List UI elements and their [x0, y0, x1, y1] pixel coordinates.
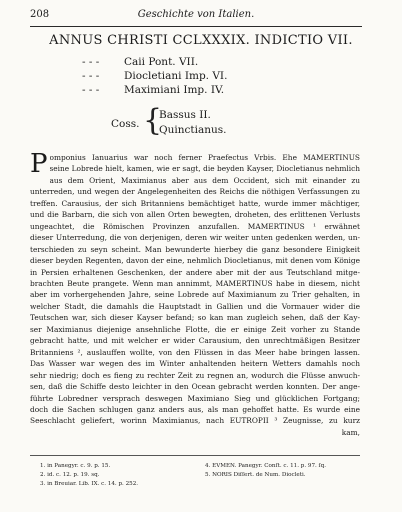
text-line: sen, daß die Schiffe desto leichter in den Ocean gebracht werden konnten. Der ange-: [30, 382, 360, 392]
text-line: aber im vorhergehenden Jahre, seine Lobrede auf Maximianum zu Trier gehalten, in: [30, 290, 360, 300]
regnal-year-text: Maximiani Imp. IV.: [124, 84, 225, 96]
running-head: [30, 9, 362, 23]
regnal-year-row: [82, 69, 227, 83]
text-line: seine Lobrede hielt, kamen, wie er sagt, die beyden Kayser, Diocletianus nehmlich: [49, 164, 360, 174]
text-line: ungeachtet, die Römischen Provinzen anzufallen. MAMERTINUS ¹ erwähnet: [30, 221, 360, 231]
text-line: dieser Unterredung, die von derjenigen, deren wir weiter unten gedenken werden, un-: [30, 233, 360, 243]
footnote: 2. id. c. 12. p. 19. sq.: [40, 472, 100, 478]
footnotes-left-column: [40, 462, 138, 489]
text-line: gebracht hatte, und mit welcher er wider Carausium, den unrechtmäßigen Besitzer: [30, 336, 360, 346]
dash-leader: - - -: [82, 84, 100, 96]
text-line: und die Barbarn, die sich von allen Orten bewegten, droheten, des erlittenen Verlusts: [30, 210, 360, 220]
text-line: unterreden, und wegen der Angelegenheiten des Reichs die nöthigen Verfassungen zu: [30, 187, 360, 197]
text-line: Britanniens ², auslauffen wollte, von den Flüssen in das Meer habe bringen lassen.: [30, 347, 360, 357]
text-line: Das Wasser war wegen des im Winter anhaltenden heitern Wetters damahls noch: [30, 359, 360, 369]
footnote: 1. in Panegyr. c. 9. p. 15.: [40, 463, 111, 469]
regnal-year-row: [82, 55, 227, 69]
year-heading: ANNUS CHRISTI CCLXXXIX. INDICTIO VII.: [49, 33, 353, 48]
text-line: kam,: [341, 427, 360, 437]
text-line: sehr niedrig; doch es fieng zu rechter Zeit zu regnen an, wodurch die Flüsse anwuch-: [30, 370, 360, 380]
footnote: 4. EVMEN. Panegyr. Conſt. c. 11. p. 97. ſq.: [205, 463, 326, 469]
footnote: 5. NORIS Diſſert. de Num. Diocleti.: [205, 472, 306, 478]
text-line: führte Lobredner versprach deswegen Maximiano Sieg und glücklichen Fortgang;: [30, 393, 360, 403]
text-line: doch die Sachen schlugen ganz anders aus, als man gehoffet hatte. Es wurde eine: [30, 404, 360, 414]
text-line: terschieden zu seyn scheint. Man bewunderte hierbey die ganz besondere Einigkeit: [30, 244, 360, 254]
regnal-year-text: Diocletiani Imp. VI.: [124, 70, 228, 82]
drop-cap: P: [30, 149, 48, 179]
dash-leader: - - -: [82, 56, 100, 68]
consuls-label: Coss.: [111, 118, 140, 130]
consul-name: Quinctianus.: [159, 124, 227, 136]
text-line: omponius Ianuarius war noch ferner Praefectus Vrbis. Ehe MAMERTINUS: [49, 153, 360, 162]
text-line: brachten Beute prangete. Wenn man annimmt, MAMERTINUS habe in diesem, nicht: [30, 278, 360, 288]
footnote-rule: [30, 455, 360, 456]
text-line: Teutschen war, sich dieser Kayser befand; so kan man zugleich sehen, daß der Kay-: [30, 313, 360, 323]
regnal-year-row: [82, 83, 227, 97]
curly-brace-icon: {: [143, 103, 163, 138]
header-rule: [30, 26, 362, 27]
text-line: in Persien erhaltenen Geschenken, der andere aber mit der aus Teutschland mitge-: [30, 267, 360, 277]
running-title: Geschichte von Italien.: [137, 9, 255, 20]
text-line: ser Maximianus diejenige ansehnliche Flotte, die er einige Zeit vorher zu Stande: [30, 324, 360, 334]
text-line: aus dem Orient, Maximianus aber aus dem Occident, sich mit einander zu: [49, 175, 360, 185]
text-line: dieser beyden Regenten, davon der eine, nehmlich Diocletianus, mit denen vom Könige: [30, 256, 360, 266]
footnote: 3. in Breuiar. Lib. IX. c. 14. p. 252.: [40, 481, 139, 487]
consul-name: Bassus II.: [159, 109, 211, 121]
regnal-year-text: Caii Pont. VII.: [124, 56, 199, 68]
dash-leader: - - -: [82, 70, 100, 82]
text-line: Seeschlacht geliefert, worinn Maximianus, nach EUTROPII ³ Zeugnisse, zu kurz: [30, 416, 360, 426]
regnal-years: [82, 55, 227, 97]
text-line: welcher Stadt, die damahls die Hauptstadt in Gallien und die Vormauer wider die: [30, 301, 360, 311]
body-paragraph: [30, 149, 360, 438]
text-line: treffen. Carausius, der sich Britanniens bemächtiget hatte, wurde immer mächtiger,: [30, 198, 360, 208]
consul-names: [159, 108, 226, 138]
page-number: 208: [30, 9, 50, 20]
footnotes-right-column: [205, 462, 326, 480]
